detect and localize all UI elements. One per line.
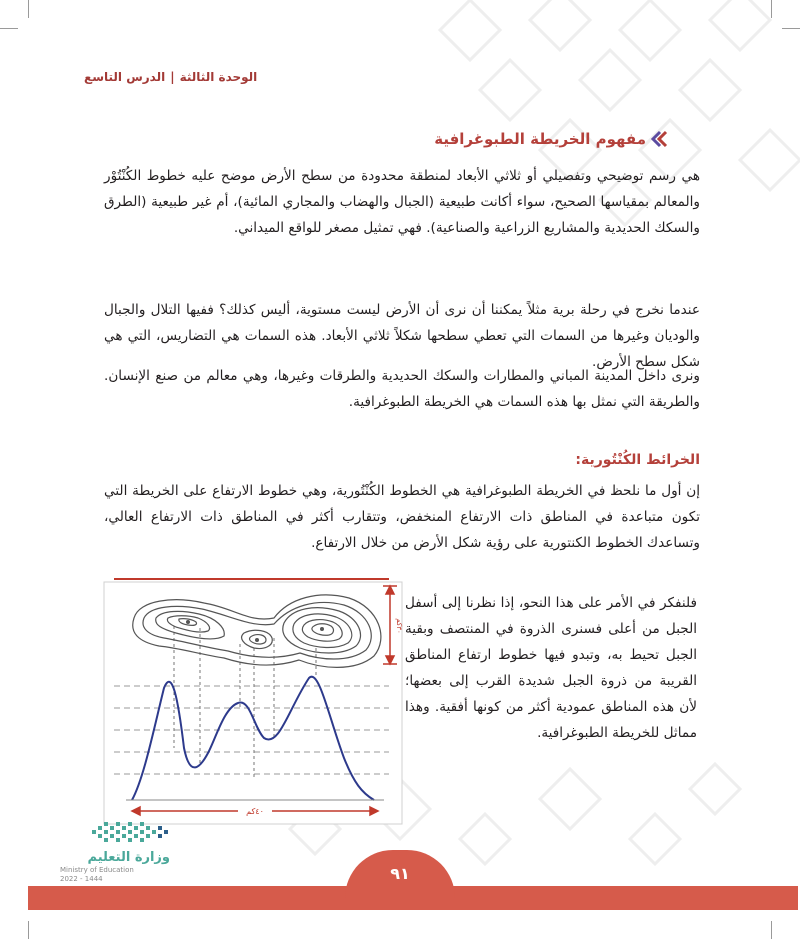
crop-mark bbox=[771, 0, 772, 18]
crop-mark bbox=[782, 28, 800, 29]
crop-mark bbox=[28, 0, 29, 18]
ministry-name-arabic: وزارة التعليم bbox=[87, 850, 170, 865]
paragraph-city: ونرى داخل المدينة المباني والمطارات والسكك الحديدية والطرقات وغيرها، وهي معالم من صنع الإنسان. والطريقة التي نمثل بها هذه السمات هي الخريطة الطبوغرافية. bbox=[104, 368, 700, 410]
height-scale-label: ٣٠كم bbox=[395, 618, 403, 634]
ministry-name-english: Ministry of Education bbox=[60, 866, 134, 874]
paragraph-contour-lines: إن أول ما نلحظ في الخريطة الطبوغرافية هي الخطوط الكُنْتُورية، وهي خطوط الارتفاع على الخريطة التي تكون متباعدة في المناطق ذات الارتفاع المنخفض، وتتقارب أكثر في المناطق ذات الارتفاع العالي، وتساعدك الخطوط الكنتورية على رؤية شكل الأرض من خلال الارتفاع. bbox=[104, 483, 700, 551]
width-scale-label: ٤٠كم bbox=[246, 807, 264, 816]
crop-mark bbox=[0, 28, 18, 29]
crop-mark bbox=[28, 921, 29, 939]
breadcrumb-lesson: الدرس التاسع bbox=[84, 70, 166, 84]
ministry-logo bbox=[60, 820, 190, 883]
subsection-title: الخرائط الكُنْتُورية: bbox=[575, 452, 700, 468]
paragraph-definition: هي رسم توضيحي وتفصيلي أو ثلاثي الأبعاد لمنطقة محدودة من سطح الأرض موضح عليه خطوط الكُنْتُوْر والمعالم بمقياسها الصحيح، سواء أكانت طبيعية (الجبال والهضاب والمجاري المائية)، أم غير طبيعية (الطرق والسكك الحديدية والمشاريع الزراعية والصناعية). فهي تمثيل مصغر للواقع الميداني. bbox=[104, 168, 700, 236]
paragraph-trip: عندما نخرج في رحلة برية مثلاً يمكننا أن نرى أن الأرض ليست مستوية، أليس كذلك؟ ففيها التلال والجبال والوديان وغيرها من السمات التي تعطي سطحها شكلاً ثلاثي الأبعاد. هذه السمات هي التضاريس، التي هي شكل سطح الأرض. bbox=[104, 302, 700, 370]
section-title bbox=[434, 130, 668, 148]
crop-mark bbox=[771, 921, 772, 939]
double-chevron-icon bbox=[650, 130, 668, 148]
contour-profile-figure bbox=[104, 578, 402, 824]
paragraph-mountain-analogy: فلنفكر في الأمر على هذا النحو، إذا نظرنا إلى أسفل الجبل من أعلى فسنرى الذروة في المنتصف وبقية الجبل تحيط به، وتبدو فيها خطوط ارتفاع المناطق القريبة من ذروة الجبل شديدة القرب إلى بعضها؛ لأن هذه المناطق عمودية أكثر من كونها أفقية. وهذا مماثل للخريطة الطبوغرافية. bbox=[405, 595, 697, 741]
breadcrumb-separator: | bbox=[170, 70, 175, 84]
page-number: ٩١ bbox=[390, 864, 410, 883]
ministry-emblem-icon bbox=[90, 820, 170, 846]
edition-year: 2022 - 1444 bbox=[60, 875, 103, 883]
breadcrumb-unit: الوحدة الثالثة bbox=[179, 70, 258, 84]
breadcrumb bbox=[84, 70, 257, 84]
section-title-text: مفهوم الخريطة الطبوغرافية bbox=[434, 130, 646, 148]
